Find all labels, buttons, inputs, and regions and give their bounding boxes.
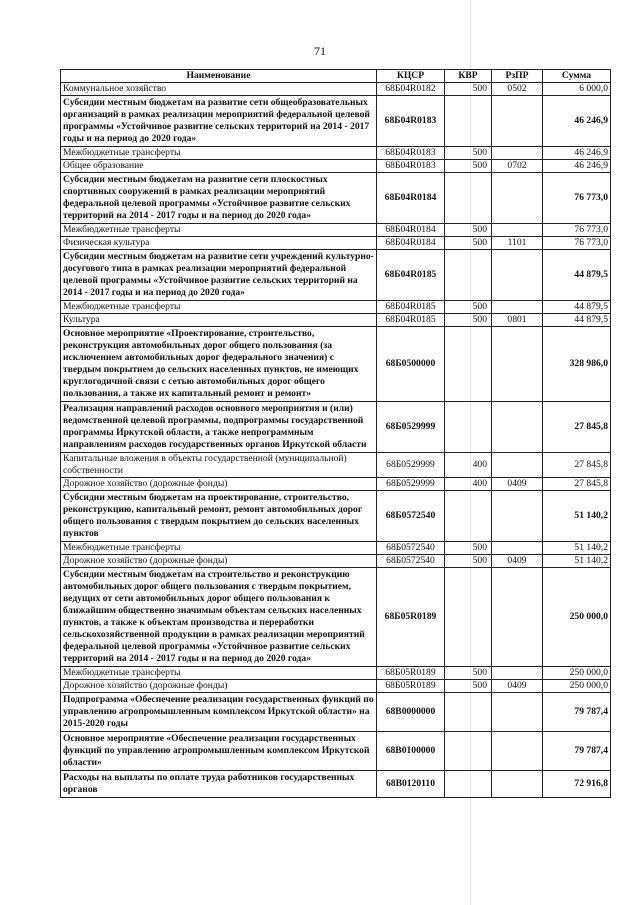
cell-kvr: 500 (445, 147, 492, 160)
cell-sum: 328 986,0 (543, 327, 611, 402)
cell-name: Дорожное хозяйство (дорожные фонды) (61, 680, 377, 693)
cell-name: Межбюджетные трансферты (61, 542, 377, 555)
cell-kcsr: 68Б05R0189 (377, 568, 445, 667)
cell-name: Общее образование (61, 160, 377, 173)
header-kcsr: КЦСР (377, 70, 445, 83)
table-row (61, 453, 611, 478)
table-row (61, 555, 611, 568)
header-sum: Сумма (543, 70, 611, 83)
cell-kvr: 400 (445, 478, 492, 491)
table-row (61, 568, 611, 667)
cell-kvr (445, 173, 492, 224)
cell-kcsr: 68Б0529999 (377, 453, 445, 478)
cell-kvr (445, 250, 492, 301)
table-row (61, 542, 611, 555)
cell-name: Коммунальное хозяйство (61, 83, 377, 96)
cell-rzpr: 0702 (492, 160, 543, 173)
table-row (61, 732, 611, 771)
cell-sum: 46 246,9 (543, 147, 611, 160)
cell-sum: 46 246,9 (543, 160, 611, 173)
cell-kcsr: 68Б04R0184 (377, 237, 445, 250)
cell-name: Подпрограмма «Обеспечение реализации государственных функций по управлению агропромышленным комплексом Иркутской области» на 2015-2020 годы (61, 693, 377, 732)
cell-rzpr: 1101 (492, 237, 543, 250)
table-row (61, 83, 611, 96)
cell-kcsr: 68Б0572540 (377, 555, 445, 568)
cell-sum: 250 000,0 (543, 680, 611, 693)
cell-rzpr (492, 250, 543, 301)
cell-kvr (445, 771, 492, 798)
cell-sum: 46 246,9 (543, 96, 611, 147)
cell-sum: 250 000,0 (543, 568, 611, 667)
header-rzpr: РзПР (492, 70, 543, 83)
cell-name: Межбюджетные трансферты (61, 667, 377, 680)
cell-kvr: 500 (445, 680, 492, 693)
cell-name: Капитальные вложения в объекты государственной (муниципальной) собственности (61, 453, 377, 478)
cell-sum: 6 000,0 (543, 83, 611, 96)
cell-rzpr (492, 327, 543, 402)
cell-rzpr (492, 224, 543, 237)
budget-table (60, 69, 611, 798)
cell-sum: 27 845,8 (543, 402, 611, 453)
cell-rzpr (492, 491, 543, 542)
table-row (61, 680, 611, 693)
cell-kvr: 500 (445, 667, 492, 680)
cell-name: Культура (61, 314, 377, 327)
cell-sum: 44 879,5 (543, 314, 611, 327)
cell-kvr (445, 402, 492, 453)
cell-kcsr: 68Б0500000 (377, 327, 445, 402)
cell-kvr (445, 693, 492, 732)
cell-name: Дорожное хозяйство (дорожные фонды) (61, 478, 377, 491)
cell-kvr: 400 (445, 453, 492, 478)
cell-sum: 250 000,0 (543, 667, 611, 680)
cell-kvr (445, 491, 492, 542)
table-row (61, 491, 611, 542)
cell-sum: 76 773,0 (543, 237, 611, 250)
cell-name: Расходы на выплаты по оплате труда работников государственных органов (61, 771, 377, 798)
cell-rzpr: 0409 (492, 680, 543, 693)
cell-rzpr (492, 301, 543, 314)
cell-sum: 44 879,5 (543, 250, 611, 301)
cell-kvr: 500 (445, 237, 492, 250)
cell-name: Дорожное хозяйство (дорожные фонды) (61, 555, 377, 568)
cell-name: Физическая культура (61, 237, 377, 250)
cell-kvr: 500 (445, 542, 492, 555)
cell-rzpr (492, 147, 543, 160)
cell-sum: 76 773,0 (543, 173, 611, 224)
table-row (61, 147, 611, 160)
page-number: 71 (314, 44, 326, 58)
table-row (61, 301, 611, 314)
cell-rzpr: 0409 (492, 555, 543, 568)
cell-kvr: 500 (445, 83, 492, 96)
cell-sum: 44 879,5 (543, 301, 611, 314)
cell-kvr (445, 732, 492, 771)
cell-kcsr: 68В0120110 (377, 771, 445, 798)
cell-kcsr: 68Б05R0189 (377, 667, 445, 680)
cell-kcsr: 68Б04R0184 (377, 173, 445, 224)
table-row (61, 250, 611, 301)
table-body (61, 83, 611, 798)
cell-kvr: 500 (445, 301, 492, 314)
table-header-row (61, 70, 611, 83)
cell-kvr (445, 568, 492, 667)
cell-sum: 79 787,4 (543, 732, 611, 771)
table-row (61, 478, 611, 491)
cell-rzpr (492, 667, 543, 680)
cell-sum: 51 140,2 (543, 555, 611, 568)
cell-rzpr (492, 173, 543, 224)
cell-name: Субсидии местным бюджетам на развитие сети общеобразовательных организаций в рамках реализации мероприятий федеральной целевой программы «Устойчивое развитие сельских территорий на 2014 - 2017 годы и на период до 2020 года» (61, 96, 377, 147)
cell-kvr: 500 (445, 555, 492, 568)
cell-kcsr: 68Б04R0183 (377, 160, 445, 173)
cell-kcsr: 68Б04R0183 (377, 96, 445, 147)
cell-kcsr: 68Б04R0185 (377, 250, 445, 301)
table-row (61, 693, 611, 732)
cell-rzpr (492, 771, 543, 798)
table-row (61, 173, 611, 224)
cell-rzpr (492, 732, 543, 771)
cell-rzpr (492, 542, 543, 555)
cell-name: Межбюджетные трансферты (61, 224, 377, 237)
cell-sum: 72 916,8 (543, 771, 611, 798)
cell-sum: 27 845,8 (543, 453, 611, 478)
table-row (61, 96, 611, 147)
cell-name: Субсидии местным бюджетам на проектирование, строительство, реконструкцию, капитальный ремонт, ремонт автомобильных дорог общего пользования с твердым покрытием до сельских населенных пунктов (61, 491, 377, 542)
cell-rzpr (492, 453, 543, 478)
cell-sum: 51 140,2 (543, 542, 611, 555)
cell-rzpr (492, 96, 543, 147)
cell-name: Межбюджетные трансферты (61, 301, 377, 314)
table-row (61, 667, 611, 680)
header-kvr: КВР (445, 70, 492, 83)
cell-kvr: 500 (445, 160, 492, 173)
cell-kcsr: 68Б05R0189 (377, 680, 445, 693)
cell-kvr: 500 (445, 314, 492, 327)
cell-kcsr: 68Б04R0183 (377, 147, 445, 160)
cell-kvr (445, 96, 492, 147)
cell-kcsr: 68Б04R0182 (377, 83, 445, 96)
cell-name: Субсидии местным бюджетам на развитие сети учреждений культурно-досугового типа в рамках реализации мероприятий федеральной целевой программы «Устойчивое развитие сельских территорий на 2014 - 2017 годы и на период до 2020 года» (61, 250, 377, 301)
table-row (61, 160, 611, 173)
cell-sum: 27 845,8 (543, 478, 611, 491)
cell-rzpr (492, 568, 543, 667)
cell-kcsr: 68Б04R0184 (377, 224, 445, 237)
cell-kcsr: 68Б0572540 (377, 542, 445, 555)
cell-kcsr: 68Б0529999 (377, 402, 445, 453)
cell-rzpr: 0409 (492, 478, 543, 491)
cell-kcsr: 68В0000000 (377, 693, 445, 732)
cell-name: Основное мероприятие «Обеспечение реализации государственных функций по управлению агропромышленным комплексом Иркутской области» (61, 732, 377, 771)
cell-kcsr: 68Б04R0185 (377, 301, 445, 314)
cell-name: Основное мероприятие «Проектирование, строительство, реконструкция автомобильных дорог общего пользования (за исключением автомобильных дорог федерального значения) с твердым покрытием до сельских населенных пунктов, не имеющих круглогодичной связи с сетью автомобильных дорог общего пользования, а также их капитальный ремонт и ремонт» (61, 327, 377, 402)
cell-sum: 76 773,0 (543, 224, 611, 237)
cell-kcsr: 68В0100000 (377, 732, 445, 771)
table-row (61, 237, 611, 250)
cell-name: Реализация направлений расходов основного мероприятия и (или) ведомственной целевой программы, подпрограммы государственной программы Иркутской области, а также непрограммным направлениям расходов государственных органов Иркутской области (61, 402, 377, 453)
table-row (61, 327, 611, 402)
cell-kvr (445, 327, 492, 402)
table-row (61, 224, 611, 237)
cell-name: Межбюджетные трансферты (61, 147, 377, 160)
cell-rzpr (492, 693, 543, 732)
cell-rzpr (492, 402, 543, 453)
cell-name: Субсидии местным бюджетам на строительство и реконструкцию автомобильных дорог общего пользования с твердым покрытием, ведущих от сети автомобильных дорог общего пользования к ближайшим общественно значимым объектам сельских населенных пунктов, а также к объектам производства и переработки сельскохозяйственной продукции в рамках реализации мероприятий федеральной целевой программы «Устойчивое развитие сельских территорий на 2014 - 2017 годы и на период до 2020 года» (61, 568, 377, 667)
cell-kcsr: 68Б04R0185 (377, 314, 445, 327)
cell-name: Субсидии местным бюджетам на развитие сети плоскостных спортивных сооружений в рамках реализации мероприятий федеральной целевой программы «Устойчивое развитие сельских территорий на 2014 - 2017 годы и на период до 2020 года» (61, 173, 377, 224)
cell-kcsr: 68Б0529999 (377, 478, 445, 491)
cell-kvr: 500 (445, 224, 492, 237)
cell-rzpr: 0801 (492, 314, 543, 327)
table-row (61, 314, 611, 327)
cell-sum: 79 787,4 (543, 693, 611, 732)
cell-kcsr: 68Б0572540 (377, 491, 445, 542)
cell-rzpr: 0502 (492, 83, 543, 96)
cell-sum: 51 140,2 (543, 491, 611, 542)
table-row (61, 402, 611, 453)
header-name: Наименование (61, 70, 377, 83)
table-row (61, 771, 611, 798)
